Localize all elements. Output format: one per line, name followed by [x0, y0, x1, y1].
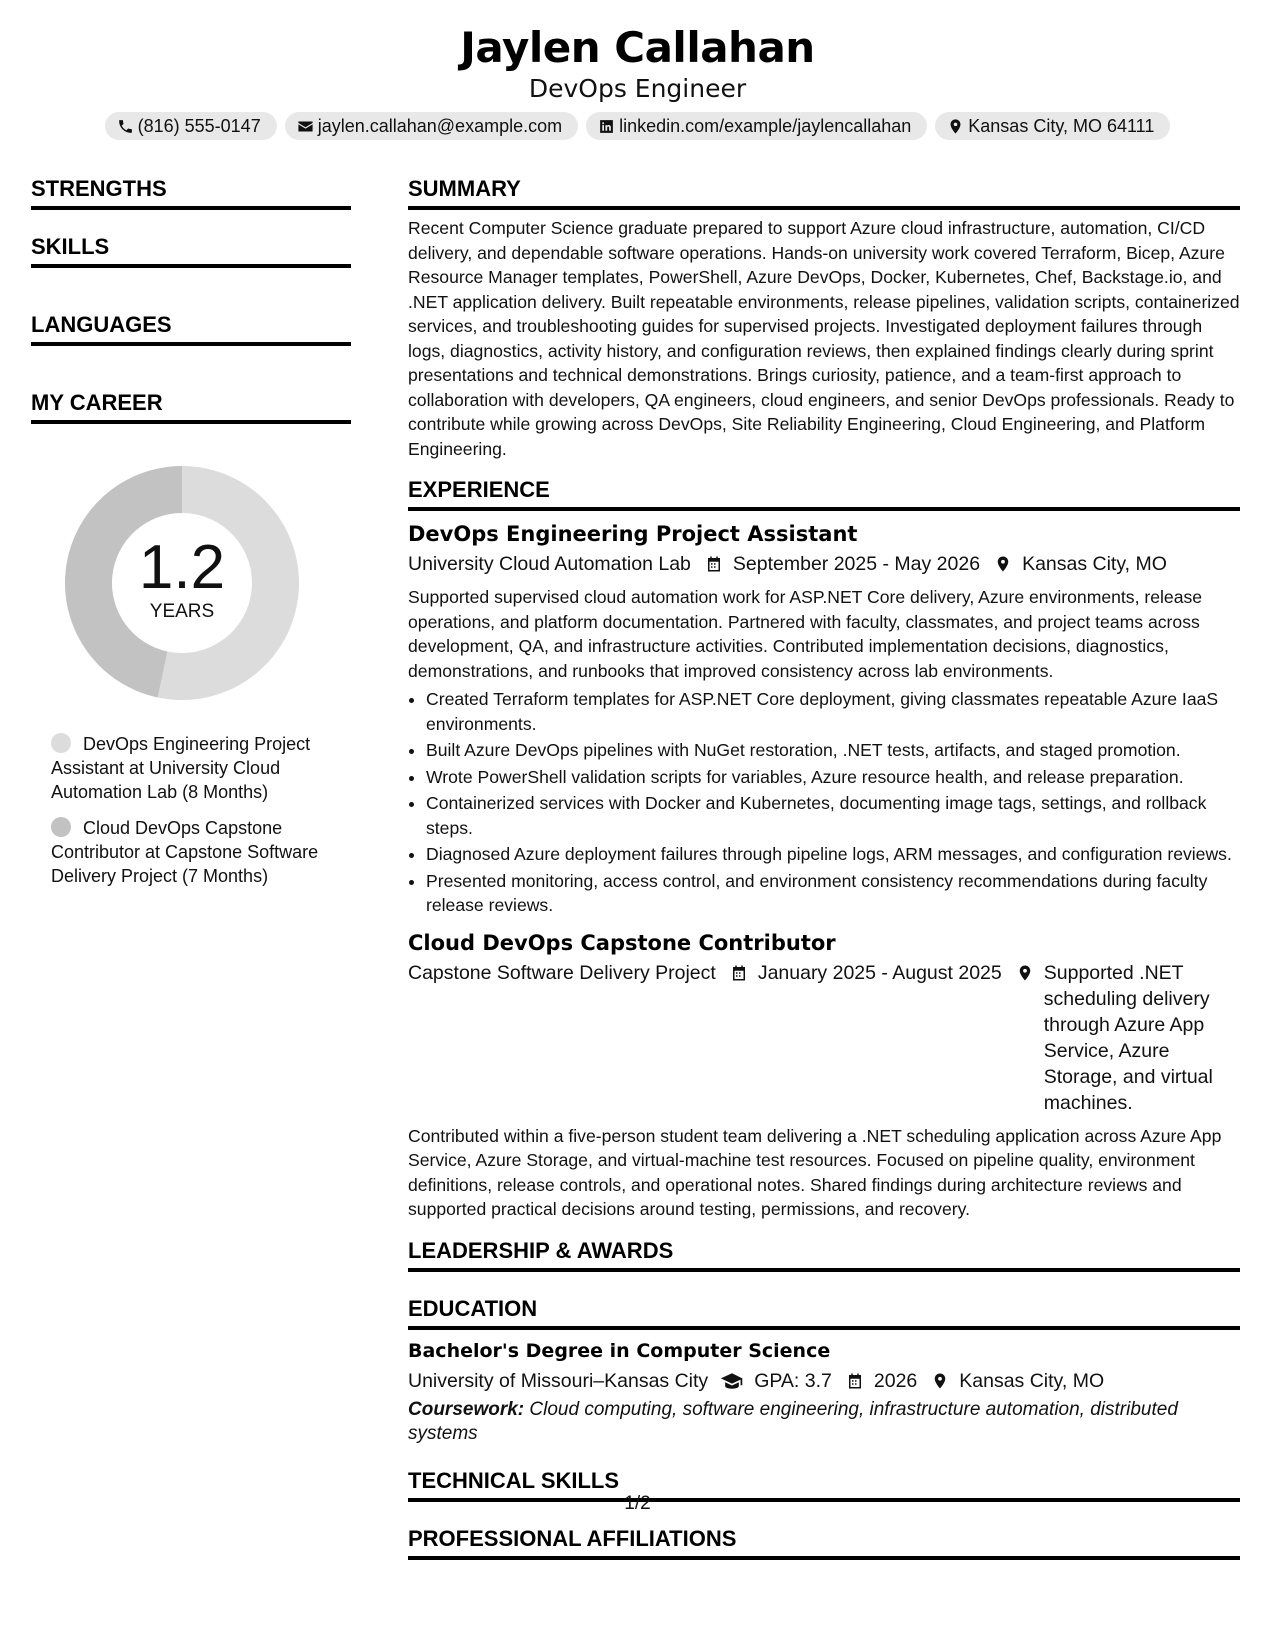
envelope-icon — [297, 118, 314, 135]
linkedin-text: linkedin.com/example/jaylencallahan — [619, 116, 912, 136]
candidate-role: DevOps Engineer — [528, 74, 747, 103]
bullet-item: • Wrote PowerShell validation scripts for variables, Azure resource health, and release preparation. — [426, 765, 1240, 790]
job-organization: Capstone Software Delivery Project — [408, 961, 716, 984]
strengths-heading: STRENGTHS — [31, 176, 351, 210]
career-legend — [51, 732, 341, 888]
legend-dot-icon — [51, 817, 71, 837]
contact-email[interactable] — [285, 112, 578, 140]
skills-heading: SKILLS — [31, 234, 351, 268]
graduation-cap-icon — [720, 1371, 744, 1391]
bullet-item: • Containerized services with Docker and Kubernetes, documenting image tags, settings, and rollback steps. — [426, 791, 1240, 840]
job-meta — [408, 960, 1240, 1116]
career-donut-chart — [57, 458, 307, 708]
map-pin-icon — [994, 555, 1012, 573]
left-column — [31, 176, 351, 900]
job-location: Kansas City, MO — [1022, 553, 1167, 575]
job-dates: January 2025 - August 2025 — [757, 961, 1002, 984]
bullet-item: • Built Azure DevOps pipelines with NuGet restoration, .NET tests, artifacts, and staged promotion. — [426, 738, 1240, 763]
contact-bar — [0, 112, 1275, 140]
summary-heading: SUMMARY — [408, 176, 1240, 210]
calendar-icon — [730, 964, 748, 982]
contact-linkedin[interactable] — [586, 112, 927, 140]
map-pin-icon — [1016, 964, 1034, 982]
career-heading: MY CAREER — [31, 390, 351, 424]
phone-icon — [117, 118, 134, 135]
school-location: Kansas City, MO — [959, 1369, 1105, 1392]
job-description: Supported supervised cloud automation work for ASP.NET Core delivery, Azure environments, release operations, and platform documentation. Partnered with faculty, classmates, and project teams across development, QA, and infrastructure activities. Contributed implementation decisions, diagnostics, demonstrations, and runbooks that improved consistency across lab environments. — [408, 587, 1203, 681]
job-title: DevOps Engineering Project Assistant — [408, 522, 858, 546]
map-pin-icon — [947, 118, 964, 135]
job-organization: University Cloud Automation Lab — [408, 553, 691, 575]
coursework-label: Coursework: — [408, 1398, 525, 1420]
summary-text: Recent Computer Science graduate prepared to support Azure cloud infrastructure, automation, CI/CD delivery, and dependable software operations. Hands-on university work covered Terraform, Bicep, Azure Resource Manager templates, PowerShell, Azure DevOps, Docker, Kubernetes, Chef, Backstage.io, and .NET application delivery. Built repeatable environments, release pipelines, validation scripts, containerized services, and troubleshooting guides for supervised projects. Investigated deployment failures through logs, diagnostics, activity history, and configuration reviews, then explained findings clearly during sprint presentations and technical demonstrations. Brings curiosity, patience, and a team-first approach to collaboration with developers, QA engineers, cloud engineers, and senior DevOps professionals. Ready to contribute while growing across DevOps, Site Reliability Engineering, Cloud Engineering, and Platform Engineering. — [408, 218, 1240, 459]
location-text: Kansas City, MO 64111 — [968, 116, 1155, 136]
contact-phone[interactable] — [105, 112, 277, 140]
education-meta — [408, 1368, 1240, 1394]
experience-heading: EXPERIENCE — [408, 477, 1240, 511]
job-meta — [408, 551, 1240, 577]
job-bullets — [408, 687, 1240, 918]
coursework — [408, 1398, 1240, 1446]
languages-heading: LANGUAGES — [31, 312, 351, 346]
technical-skills-heading: TECHNICAL SKILLS — [408, 1468, 1240, 1502]
bullet-item: • Diagnosed Azure deployment failures through pipeline logs, ARM messages, and configuration reviews. — [426, 842, 1240, 867]
resume-header — [0, 22, 1275, 140]
job-dates: September 2025 - May 2026 — [732, 553, 981, 575]
calendar-icon — [846, 1372, 864, 1390]
coursework-text: Cloud computing, software engineering, infrastructure automation, distributed systems — [408, 1398, 1178, 1444]
job-title: Cloud DevOps Capstone Contributor — [408, 930, 836, 955]
experience-entry — [408, 930, 1240, 1222]
graduation-year: 2026 — [873, 1369, 918, 1392]
calendar-icon — [705, 555, 723, 573]
phone-text: (816) 555-0147 — [137, 116, 261, 136]
bullet-item: • Created Terraform templates for ASP.NET Core deployment, giving classmates repeatable Azure IaaS environments. — [426, 687, 1240, 736]
affiliations-heading: PROFESSIONAL AFFILIATIONS — [408, 1526, 1240, 1560]
school-name: University of Missouri–Kansas City — [408, 1369, 709, 1392]
education-entry — [408, 1338, 1240, 1446]
bullet-item: • Presented monitoring, access control, and environment consistency recommendations during faculty release reviews. — [426, 869, 1240, 918]
right-column — [408, 176, 1240, 1560]
leadership-heading: LEADERSHIP & AWARDS — [408, 1238, 1240, 1272]
gpa-value: GPA: 3.7 — [754, 1369, 832, 1392]
email-text: jaylen.callahan@example.com — [317, 116, 563, 136]
page-number: 1/2 — [624, 1493, 651, 1514]
contact-location — [935, 112, 1170, 140]
experience-entry — [408, 521, 1240, 918]
degree-title: Bachelor's Degree in Computer Science — [408, 1339, 831, 1362]
education-heading: EDUCATION — [408, 1296, 1240, 1330]
career-years-label: YEARS — [149, 601, 215, 622]
career-legend-item: Cloud DevOps Capstone Contributor at Capstone Software Delivery Project (7 Months) — [51, 818, 319, 886]
linkedin-icon — [598, 118, 615, 135]
map-pin-icon — [931, 1372, 949, 1390]
candidate-name: Jaylen Callahan — [460, 23, 815, 72]
job-location: Supported .NET scheduling delivery through Azure App Service, Azure Storage, and virtual machines. — [1043, 961, 1213, 1114]
job-description: Contributed within a five-person student team delivering a .NET scheduling application across Azure App Service, Azure Storage, and virtual-machine test resources. Focused on pipeline quality, environment definitions, release controls, and operational notes. Shared findings during architecture reviews and supported practical decisions around testing, permissions, and recovery. — [408, 1125, 1222, 1219]
career-legend-item: DevOps Engineering Project Assistant at University Cloud Automation Lab (8 Months) — [51, 734, 311, 802]
legend-dot-icon — [51, 733, 71, 753]
career-total-years: 1.2 — [138, 533, 226, 602]
